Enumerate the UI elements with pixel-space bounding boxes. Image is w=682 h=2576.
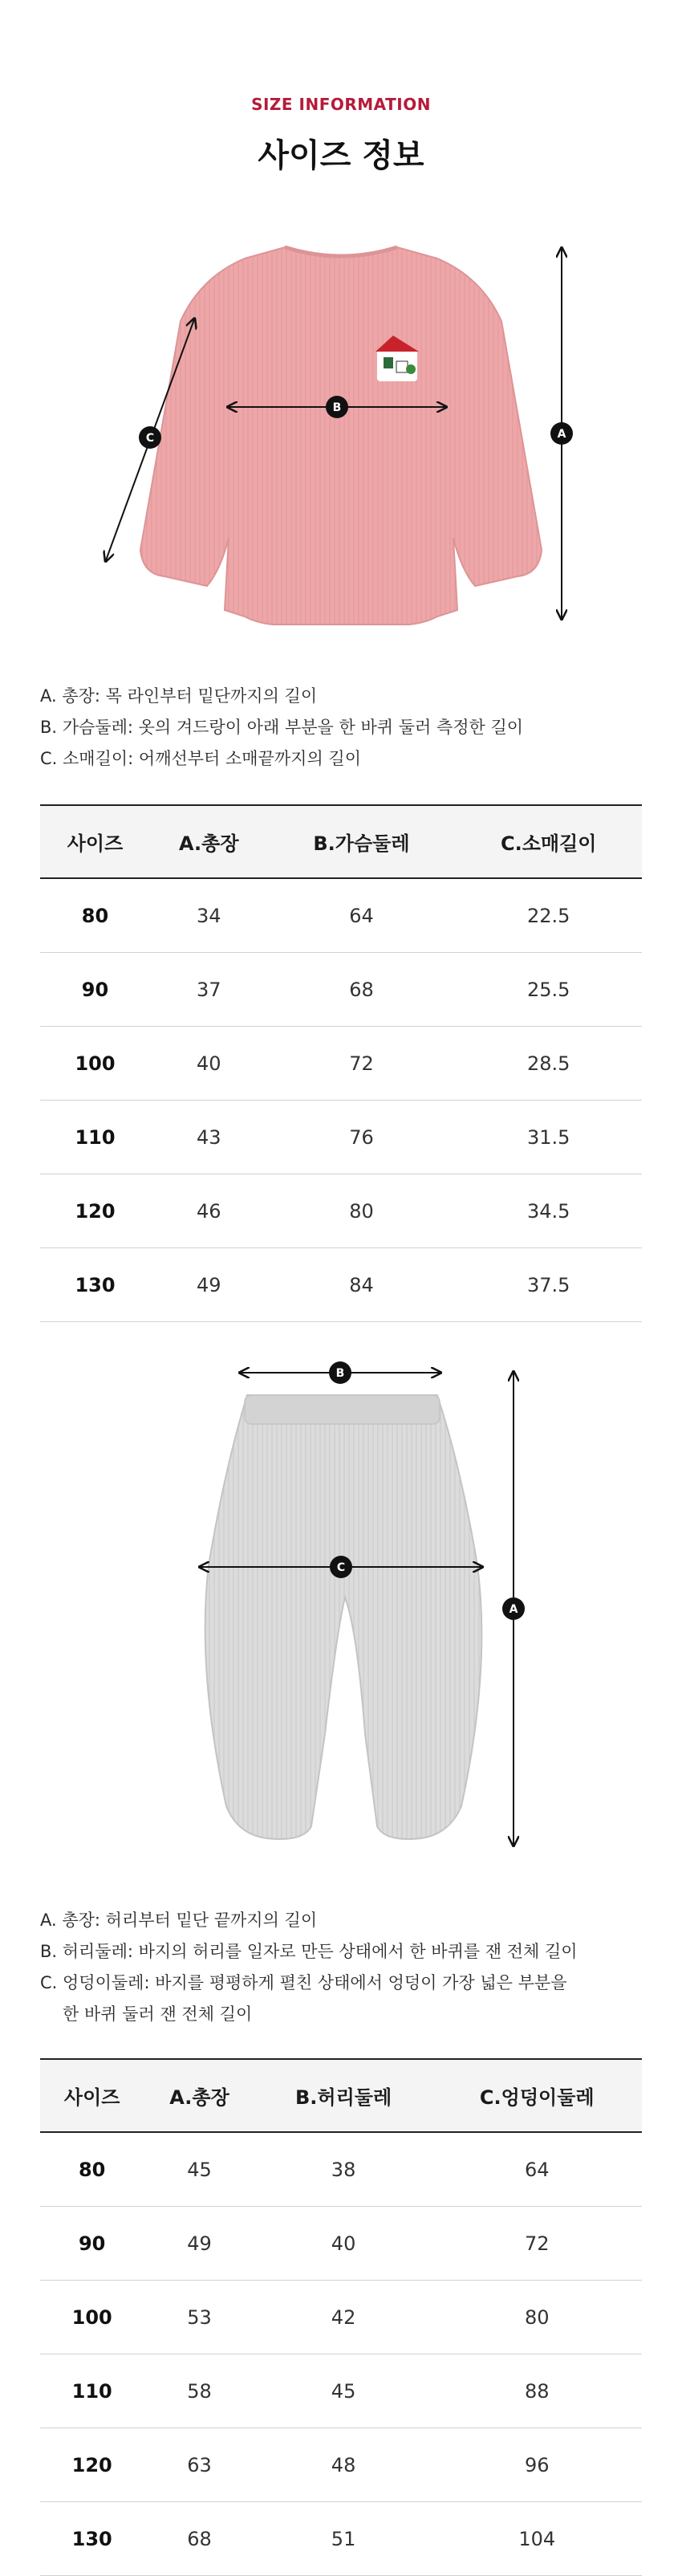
table-cell: 100 [40, 2281, 144, 2354]
table-cell: 84 [268, 1248, 456, 1322]
note-c: C. 소매길이: 어깨선부터 소매끝까지의 길이 [40, 749, 361, 768]
table-row [40, 2502, 642, 2576]
table-cell: 80 [40, 878, 150, 953]
table-row [40, 1101, 642, 1174]
badge-c: C [336, 1561, 346, 1574]
table-cell: 31.5 [455, 1101, 642, 1174]
table-cell: 58 [144, 2354, 254, 2428]
table-cell: 25.5 [455, 953, 642, 1027]
column-header: 사이즈 [40, 2059, 144, 2132]
table-cell: 130 [40, 1248, 150, 1322]
table-cell: 42 [255, 2281, 432, 2354]
table-cell: 68 [268, 953, 456, 1027]
table-cell: 49 [150, 1248, 268, 1322]
table-cell: 80 [40, 2132, 144, 2207]
section-subtitle: SIZE INFORMATION [251, 95, 431, 114]
table-cell: 28.5 [455, 1027, 642, 1101]
table-cell: 48 [255, 2428, 432, 2502]
badge-b: B [332, 401, 342, 414]
table-cell: 37.5 [455, 1248, 642, 1322]
bottom-size-notes [40, 1905, 578, 2030]
table-row [40, 2354, 642, 2428]
table-cell: 88 [432, 2354, 642, 2428]
top-size-notes [40, 681, 523, 775]
note-a: A. 총장: 목 라인부터 밑단까지의 길이 [40, 686, 318, 706]
badge-b: B [335, 1367, 345, 1380]
table-row [40, 2428, 642, 2502]
table-cell: 104 [432, 2502, 642, 2576]
table-row [40, 1248, 642, 1322]
page-title: 사이즈 정보 [258, 137, 424, 174]
table-cell: 34.5 [455, 1174, 642, 1248]
note-b: B. 허리둘레: 바지의 허리를 일자로 만든 상태에서 한 바퀴를 잰 전체 길이 [40, 1942, 578, 1961]
table-cell: 51 [255, 2502, 432, 2576]
table-row [40, 953, 642, 1027]
table-row [40, 1027, 642, 1101]
pants-figure [0, 1357, 682, 1870]
table-cell: 90 [40, 953, 150, 1027]
table-cell: 76 [268, 1101, 456, 1174]
bottom-size-table [40, 2058, 642, 2576]
table-row [40, 878, 642, 953]
pants-body [205, 1395, 482, 1839]
table-cell: 80 [432, 2281, 642, 2354]
table-header-row [40, 2059, 642, 2132]
table-cell: 37 [150, 953, 268, 1027]
note-c: C. 엉덩이둘레: 바지를 평평하게 펼친 상태에서 엉덩이 가장 넓은 부분을 [40, 1973, 567, 1992]
table-row [40, 2281, 642, 2354]
pants-illustration [0, 1357, 682, 1870]
table-row [40, 2207, 642, 2281]
table-cell: 43 [150, 1101, 268, 1174]
shirt-illustration [0, 233, 682, 642]
column-header: A.총장 [144, 2059, 254, 2132]
table-cell: 63 [144, 2428, 254, 2502]
table-cell: 45 [144, 2132, 254, 2207]
badge-a: A [557, 428, 566, 441]
table-cell: 120 [40, 1174, 150, 1248]
table-cell: 110 [40, 1101, 150, 1174]
table-cell: 64 [268, 878, 456, 953]
table-cell: 22.5 [455, 878, 642, 953]
table-cell: 80 [268, 1174, 456, 1248]
table-cell: 90 [40, 2207, 144, 2281]
column-header: A.총장 [150, 805, 268, 878]
note-c-continued: 한 바퀴 둘러 잰 전체 길이 [63, 2004, 253, 2024]
table-cell: 45 [255, 2354, 432, 2428]
table-cell: 40 [255, 2207, 432, 2281]
table-row [40, 1174, 642, 1248]
badge-c: C [145, 432, 155, 445]
table-cell: 68 [144, 2502, 254, 2576]
table-cell: 96 [432, 2428, 642, 2502]
table-cell: 130 [40, 2502, 144, 2576]
table-cell: 53 [144, 2281, 254, 2354]
column-header: B.가슴둘레 [268, 805, 456, 878]
table-cell: 38 [255, 2132, 432, 2207]
table-cell: 72 [432, 2207, 642, 2281]
table-cell: 46 [150, 1174, 268, 1248]
table-cell: 120 [40, 2428, 144, 2502]
shirt-body [140, 247, 542, 625]
table-cell: 49 [144, 2207, 254, 2281]
table-cell: 72 [268, 1027, 456, 1101]
table-header-row [40, 805, 642, 878]
top-size-table [40, 804, 642, 1322]
table-cell: 100 [40, 1027, 150, 1101]
table-cell: 34 [150, 878, 268, 953]
column-header: C.엉덩이둘레 [432, 2059, 642, 2132]
table-cell: 110 [40, 2354, 144, 2428]
shirt-figure [0, 233, 682, 642]
badge-a: A [509, 1603, 518, 1616]
table-cell: 40 [150, 1027, 268, 1101]
column-header: B.허리둘레 [255, 2059, 432, 2132]
column-header: 사이즈 [40, 805, 150, 878]
table-cell: 64 [432, 2132, 642, 2207]
note-a: A. 총장: 허리부터 밑단 끝까지의 길이 [40, 1911, 318, 1930]
note-b: B. 가슴둘레: 옷의 겨드랑이 아래 부분을 한 바퀴 둘러 측정한 길이 [40, 718, 524, 737]
table-row [40, 2132, 642, 2207]
column-header: C.소매길이 [455, 805, 642, 878]
